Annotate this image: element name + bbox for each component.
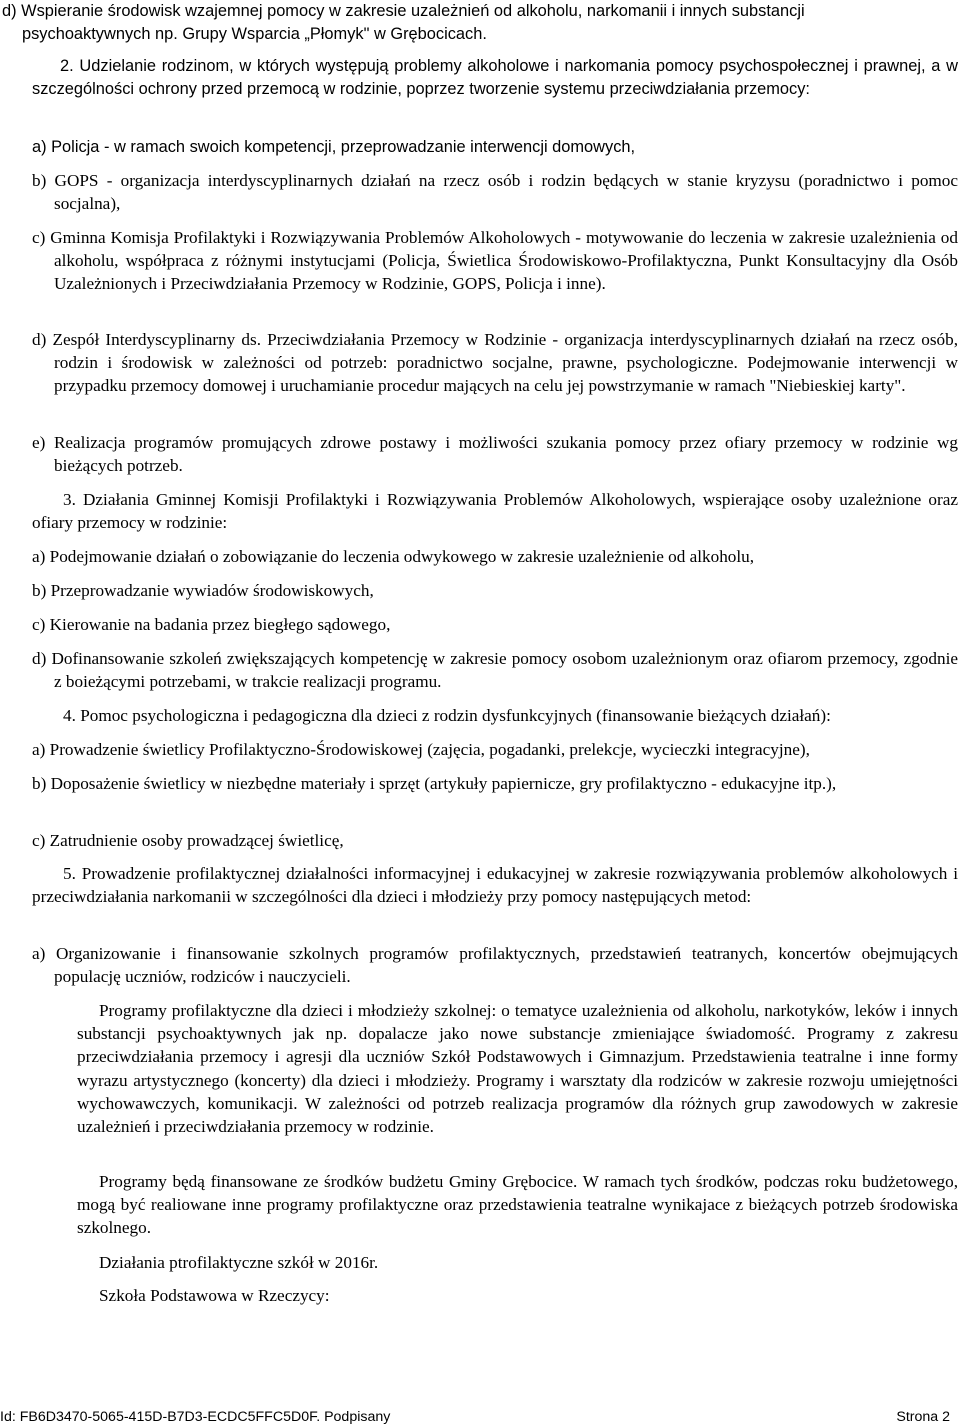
section-2-intro	[32, 55, 958, 101]
section-5-intro: 5. Prowadzenie profilaktycznej działalności informacyjnej i edukacyjnej w zakresie rozwiązywania problemów alkoholowych i przeciwdziałania narkomanii w szczególności dla dzieci i młodzieży przy pomocy następujących metod:	[32, 864, 958, 907]
item-1d-line1: d) Wspieranie środowisk wzajemnej pomocy w zakresie uzależnień od alkoholu, narkomanii i innych substancji	[2, 2, 805, 20]
section-2-item-d-text: Przeciwdziałania Przemocy w Rodzinie - organizacja interdyscyplinarnych działań na rzecz osób, rodzin i środowisk w zależności od potrzeb: poradnictwo socjalne, prawne, psychologiczne. Podejmowanie interwencji w przypadku przemocy domowej i uruchamianie procedur mających na celu jej powstrzymanie w ramach "Niebieskiej karty".	[54, 330, 959, 396]
document-id: Id: FB6D3470-5065-415D-B7D3-ECDC5FFC5D0F. Podpisany	[0, 1409, 391, 1425]
section-3-item-b: b) Przeprowadzanie wywiadów środowiskowych,	[32, 581, 374, 600]
section-2-intro-text: Udzielanie rodzinom, w których występują problemy alkoholowe i narkomania pomocy psychospołecznej i prawnej, a w szczególności ochrony przed przemocą w rodzinie, poprzez tworzenie systemu przeciwdziałania przemocy:	[32, 57, 958, 99]
page-number: Strona 2	[896, 1409, 950, 1425]
page-footer	[0, 1406, 960, 1428]
section-3-intro: 3. Działania Gminnej Komisji Profilaktyki i Rozwiązywania Problemów Alkoholowych, wspierające osoby uzależnione oraz ofiary przemocy w rodzinie:	[32, 490, 958, 533]
section-3-item-c: c) Kierowanie na badania przez biegłego sądowego,	[32, 615, 391, 634]
section-2-item-d-head: d) Zespół Interdyscyplinarny ds.	[32, 330, 262, 349]
item-1d-line2: psychoaktywnych np. Grupy Wsparcia „Płomyk" w Grębocicach.	[22, 25, 487, 44]
section-3-item-d: d) Dofinansowanie szkoleń zwiększających kompetencję w zakresie pomocy osobom uzależnionym oraz ofiarom przemocy, zgodnie z boieżącymi potrzebami, w trakcie realizacji programu.	[32, 649, 958, 692]
section-2-item-b: b) GOPS - organizacja interdyscyplinarnych działań na rzecz osób i rodzin będących w stanie kryzysu (poradnictwo i pomoc socjalna),	[32, 171, 958, 214]
section-4-item-a: a) Prowadzenie świetlicy Profilaktyczno-Środowiskowej (zajęcia, pogadanki, prelekcje, wycieczki integracyjne),	[32, 740, 810, 759]
section-2-item-a: a) Policja - w ramach swoich kompetencji, przeprowadzanie interwencji domowych,	[32, 138, 636, 156]
actions-2016-heading: Działania ptrofilaktyczne szkół w 2016r.	[99, 1253, 379, 1272]
section-2-number: 2.	[60, 57, 74, 75]
section-3-item-a: a) Podejmowanie działań o zobowiązanie do leczenia odwykowego w zakresie uzależnienie od alkoholu,	[32, 547, 755, 566]
programs-paragraph-1: Programy profilaktyczne dla dzieci i młodzieży szkolnej: o tematyce uzależnienia od alkoholu, narkotyków, leków i innych substancji psychoaktywnych jak np. dopalacze jako nowe substancje zmieniające świadomość. Programy z zakresu przeciwdziałania przemocy i agresji dla uczniów Szkół Podstawowych i Gimnazjum. Przedstawienia teatralne i inne formy wyrazu artystycznego (koncerty) dla dzieci i młodzieży. Programy i warsztaty dla rodziców w zakresie rozwoju umiejętności wychowawczych, komunikacji. W zależności od potrzeb realizacja programów dla różnych grup zawodowych w zakresie uzależnień i przeciwdziałania przemocy w rodzinie.	[77, 1001, 958, 1137]
item-1d	[2, 0, 957, 46]
section-2-item-e: e) Realizacja programów promujących zdrowe postawy i możliwości szukania pomocy przez ofiary przemocy w rodzinie wg bieżących potrzeb.	[32, 433, 958, 476]
section-5-item-a: a) Organizowanie i finansowanie szkolnych programów profilaktycznych, przedstawień teatranych, koncertów obejmujących populację uczniów, rodziców i nauczycieli.	[32, 944, 958, 987]
programs-paragraph-2: Programy będą finansowane ze środków budżetu Gminy Grębocice. W ramach tych środków, podczas roku budżetowego, mogą być realiowane inne programy profilaktyczne oraz przedstawienia teatralne wynikajace z bieżących potrzeb środowiska szkolnego.	[77, 1172, 958, 1238]
section-2-item-c: c) Gminna Komisja Profilaktyki i Rozwiązywania Problemów Alkoholowych - motywowanie do leczenia w zakresie uzależnienia od alkoholu, współpraca z różnymi instytucjami (Policja, Świetlica Środowiskowo-Profilaktyczna, Punkt Konsultacyjny dla Osób Uzależnionych i Przeciwdziałania Przemocy w Rodzinie, GOPS, Policja i inne).	[32, 228, 958, 294]
section-2-item-d	[32, 328, 958, 398]
section-4-intro: 4. Pomoc psychologiczna i pedagogiczna dla dzieci z rodzin dysfunkcyjnych (finansowanie bieżących działań):	[63, 706, 831, 725]
section-4-item-c: c) Zatrudnienie osoby prowadzącej świetlicę,	[32, 831, 344, 850]
section-4-item-b: b) Doposażenie świetlicy w niezbędne materiały i sprzęt (artykuły papiernicze, gry profilaktyczno - edukacyjne itp.),	[32, 774, 837, 793]
school-heading: Szkoła Podstawowa w Rzeczycy:	[99, 1286, 330, 1305]
